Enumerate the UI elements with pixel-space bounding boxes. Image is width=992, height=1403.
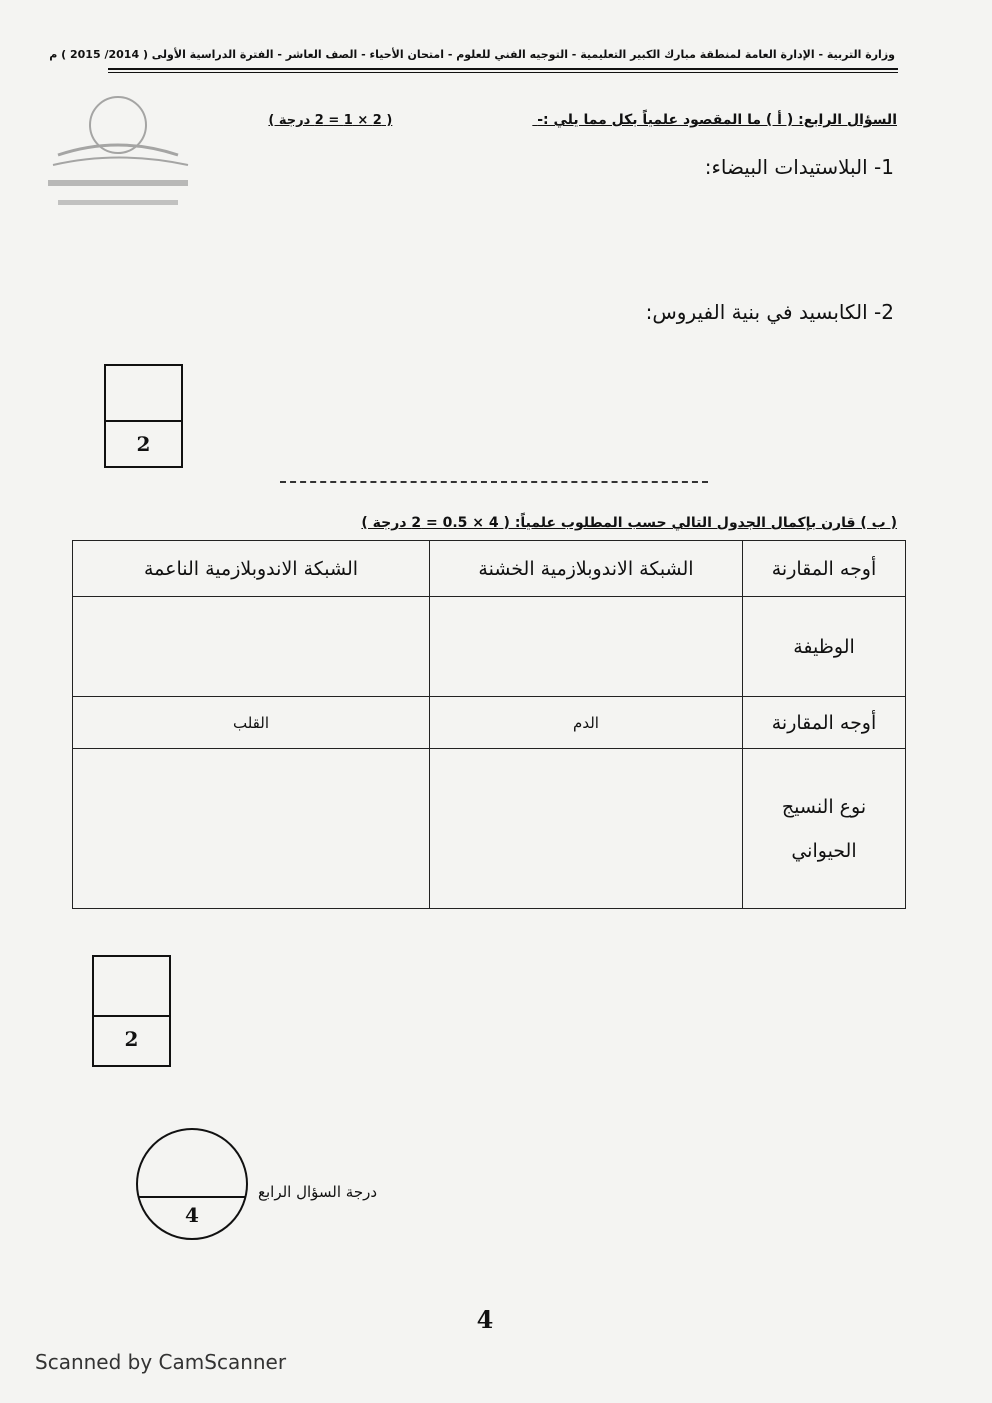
table-header-row-1 <box>73 541 906 597</box>
total-score-circle <box>136 1128 248 1240</box>
page-number: 4 <box>476 1305 494 1334</box>
table-row-tissue-type <box>73 749 906 909</box>
aspect-header-1: أوجه المقارنة <box>743 541 906 597</box>
score-value-b: 2 <box>124 1027 139 1051</box>
aspect-tissue-line2: الحيواني <box>791 839 857 862</box>
definition-item-1: 1- البلاستيدات البيضاء: <box>704 155 894 179</box>
aspect-function: الوظيفة <box>743 597 906 697</box>
total-score-label: درجة السؤال الرابع <box>258 1183 378 1201</box>
aspect-tissue-type <box>743 749 906 909</box>
header-rule <box>108 68 898 70</box>
comparison-table <box>72 540 906 909</box>
total-score-value: 4 <box>185 1203 199 1227</box>
exam-header: وزارة التربية - الإدارة العامة لمنطقة مبارك الكبير التعليمية - التوجيه الفني للعلوم - امتحان الأحياء - الصف العاشر - الفترة الدراسية الأولى ( 2014/ 2015 ) م <box>49 48 895 61</box>
table-row-function <box>73 597 906 697</box>
score-value-a: 2 <box>136 432 151 456</box>
header-rule-thin <box>108 72 898 73</box>
answer-cell-smooth-er[interactable] <box>73 597 430 697</box>
col-blood-header: الدم <box>430 697 743 749</box>
aspect-header-2: أوجه المقارنة <box>743 697 906 749</box>
col-heart-header: القلب <box>73 697 430 749</box>
col-rough-er-header: الشبكة الاندوبلازمية الخشنة <box>430 541 743 597</box>
question-four-title-text: السؤال الرابع: ( أ ) ما المقصود علمياً بكل مما يلي :- <box>537 112 897 128</box>
question-four-title <box>268 112 897 128</box>
section-b-title: ( ب ) قارن بإكمال الجدول التالي حسب المطلوب علمياً: ( 4 × 0.5 = 2 درجة ) <box>361 515 897 531</box>
ministry-seal-icon <box>38 85 198 230</box>
section-divider <box>280 481 708 483</box>
answer-cell-blood[interactable] <box>430 749 743 909</box>
table-header-row-2 <box>73 697 906 749</box>
scanner-footer: Scanned by CamScanner <box>35 1350 287 1374</box>
question-four-points: ( 2 × 1 = 2 درجة ) <box>268 113 393 128</box>
answer-cell-heart[interactable] <box>73 749 430 909</box>
score-box-b <box>92 955 171 1067</box>
aspect-tissue-line1: نوع النسيج <box>781 795 867 818</box>
answer-cell-rough-er[interactable] <box>430 597 743 697</box>
col-smooth-er-header: الشبكة الاندوبلازمية الناعمة <box>73 541 430 597</box>
score-box-a <box>104 364 183 468</box>
definition-item-2: 2- الكابسيد في بنية الفيروس: <box>645 300 894 324</box>
